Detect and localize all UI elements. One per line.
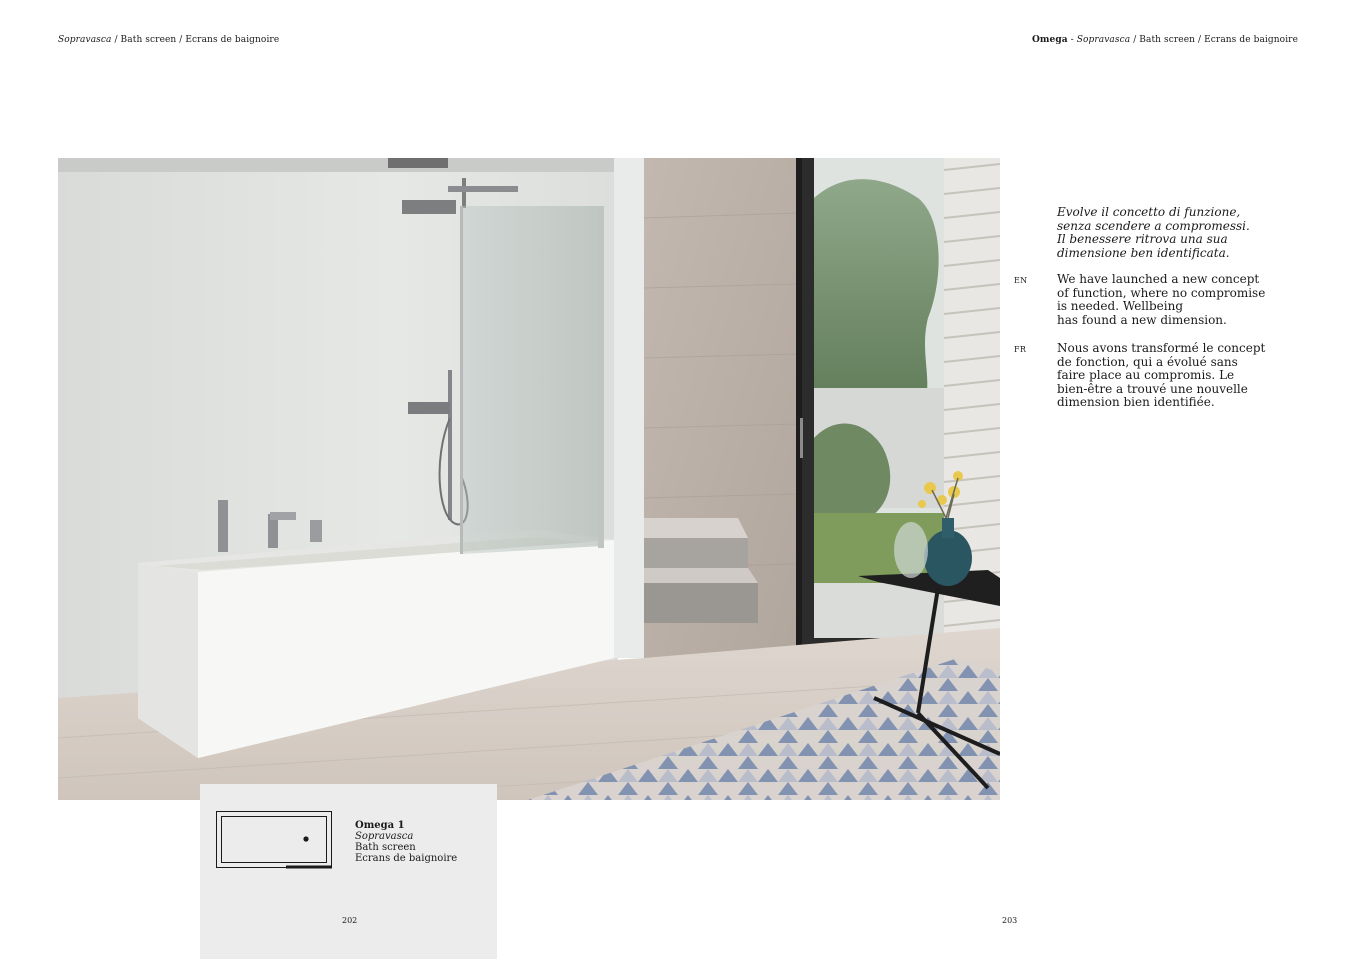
page-number-left: 202	[342, 916, 358, 925]
header-left	[58, 35, 279, 45]
description-line: dimension bien identifiée.	[1057, 395, 1215, 409]
product-line-fr: Ecrans de baignoire	[355, 853, 458, 864]
description-en	[1057, 273, 1265, 327]
header-right-italic: Sopravasca	[1076, 35, 1131, 45]
product-line-it: Sopravasca	[355, 831, 414, 842]
header-right-sep: -	[1067, 35, 1077, 45]
description-line: has found a new dimension.	[1057, 312, 1227, 327]
description-line: dimensione ben identificata.	[1057, 245, 1230, 260]
header-right-bold: Omega	[1031, 35, 1068, 45]
product-spec	[355, 820, 457, 864]
page-number-right: 203	[1002, 916, 1018, 925]
description-line: faire place au compromis. Le	[1057, 368, 1235, 382]
language-label-fr: FR	[1014, 345, 1027, 354]
header-left-italic: Sopravasca	[58, 35, 112, 45]
bathtub-plan-icon	[216, 811, 332, 869]
product-name: Omega 1	[355, 820, 405, 831]
description-line: of function, where no compromise	[1057, 285, 1266, 300]
description-line: Il benessere ritrova una sua	[1057, 232, 1228, 246]
description-line: senza scendere a compromessi.	[1057, 218, 1250, 233]
product-card	[200, 784, 497, 959]
description-line: bien-être a trouvé une nouvelle	[1057, 381, 1248, 396]
header-left-rest: / Bath screen / Ecrans de baignoire	[111, 35, 280, 45]
language-label-en: EN	[1014, 276, 1028, 285]
description-line: is needed. Wellbeing	[1057, 299, 1183, 313]
description-line: Nous avons transformé le concept	[1057, 341, 1266, 355]
description-line: Evolve il concetto di funzione,	[1057, 205, 1241, 219]
description-line: de fonction, qui a évolué sans	[1057, 354, 1238, 369]
description-line: We have launched a new concept	[1057, 272, 1260, 286]
header-right-rest: / Bath screen / Ecrans de baignoire	[1130, 35, 1298, 45]
header-right	[1032, 35, 1298, 45]
bathroom-photo	[58, 158, 1000, 800]
description-fr	[1057, 342, 1265, 410]
description-it	[1057, 206, 1250, 260]
product-line-en: Bath screen	[355, 842, 416, 853]
